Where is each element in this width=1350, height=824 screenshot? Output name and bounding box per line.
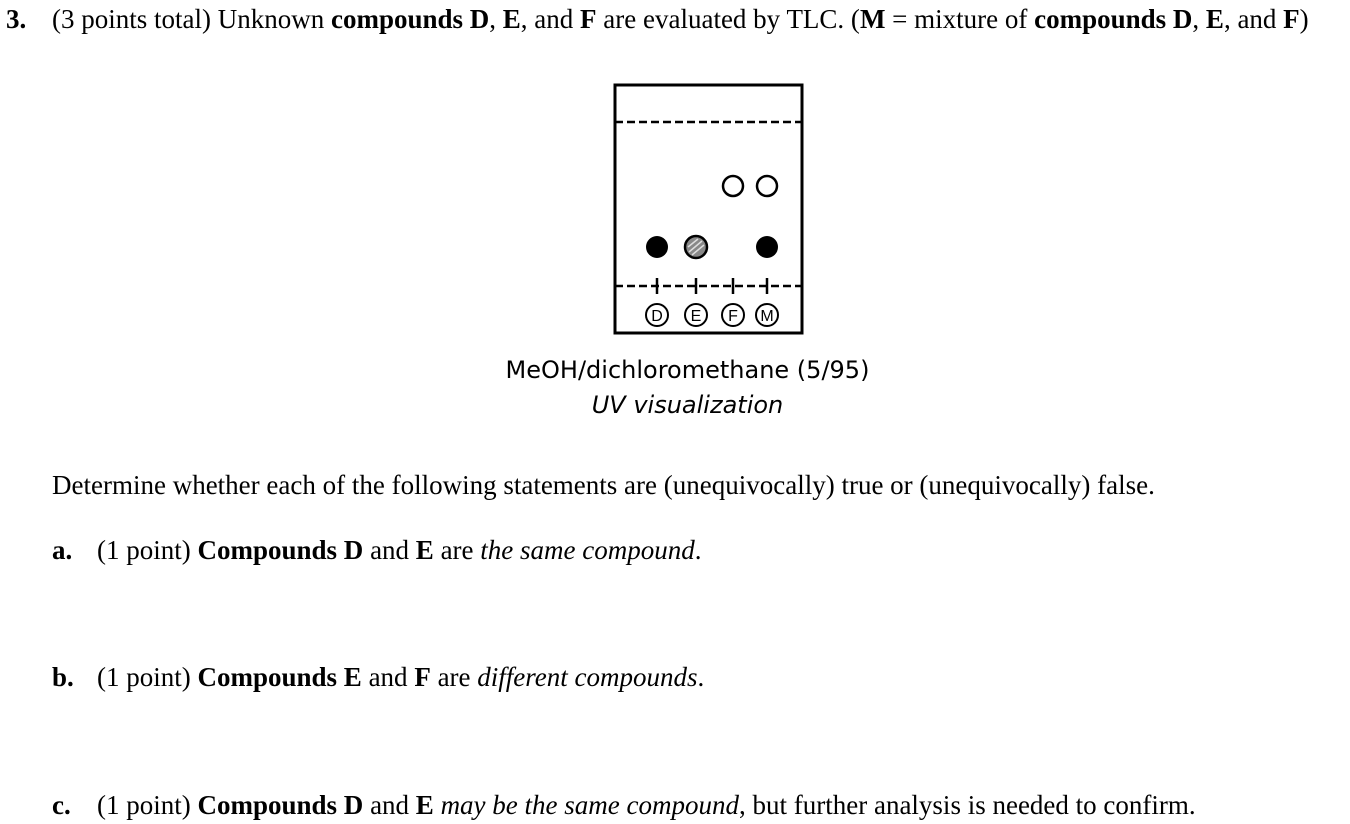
lane-label-f: F bbox=[728, 308, 738, 325]
question-number: 3. bbox=[6, 4, 27, 34]
statement-letter: c. bbox=[52, 790, 71, 820]
statement-text: (1 point) Compounds D and E may be the same compound, but further analysis is needed to confirm. bbox=[97, 790, 1196, 820]
spot-m-upper-1 bbox=[723, 176, 743, 196]
spot-m-upper-2 bbox=[757, 176, 777, 196]
tlc-plate-diagram bbox=[612, 82, 808, 338]
lane-label-m: M bbox=[760, 308, 774, 325]
lane-label-d: D bbox=[651, 308, 663, 325]
statement-text: (1 point) Compounds D and E are the same compound. bbox=[97, 535, 702, 565]
lane-label-e: E bbox=[690, 308, 702, 325]
instructions: Determine whether each of the following statements are (unequivocally) true or (unequivocally) false. bbox=[52, 470, 1155, 500]
spot-m-lower bbox=[756, 236, 778, 258]
statement-letter: a. bbox=[52, 535, 73, 565]
statement-text: (1 point) Compounds E and F are different compounds. bbox=[97, 662, 705, 692]
question-text: (3 points total) Unknown compounds D, E, and F are evaluated by TLC. (M = mixture of compounds D, E, and F) bbox=[52, 4, 1309, 34]
spot-d bbox=[646, 236, 668, 258]
tlc-visualization-caption: UV visualization bbox=[591, 391, 784, 419]
statement-letter: b. bbox=[52, 662, 74, 692]
tlc-solvent-caption: MeOH/dichloromethane (5/95) bbox=[505, 356, 870, 384]
